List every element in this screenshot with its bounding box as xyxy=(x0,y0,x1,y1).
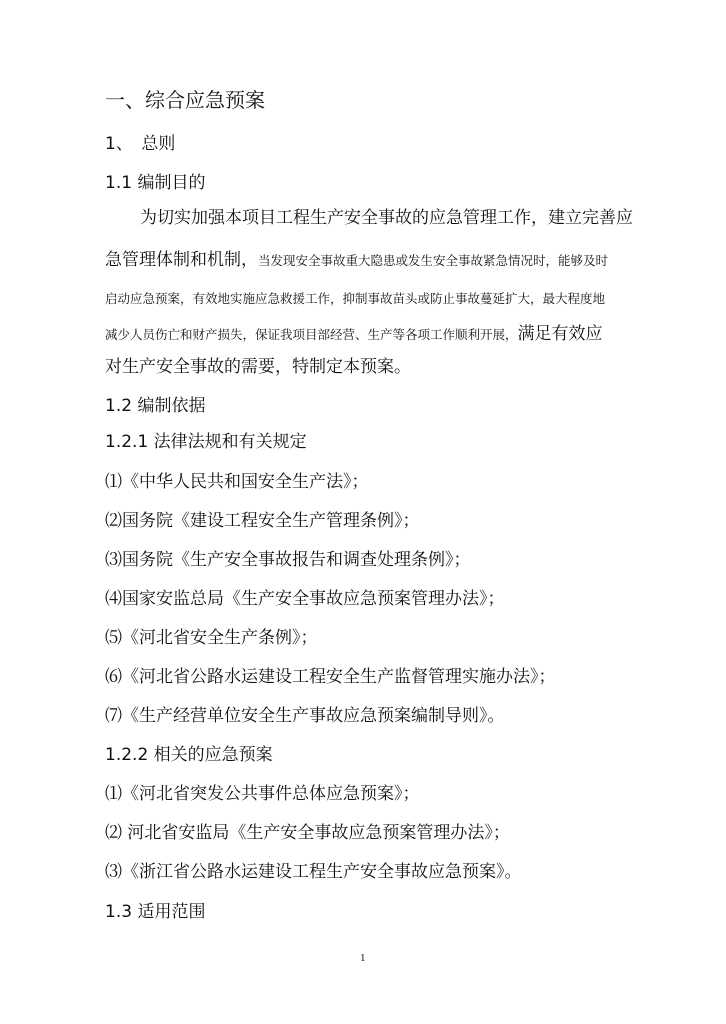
list-item: ⑵ 河北省安监局《生产安全事故应急预案管理办法》； xyxy=(105,823,510,843)
page-number: 1 xyxy=(360,952,366,964)
list-item: ⑴《中华人民共和国安全生产法》； xyxy=(105,472,369,492)
section-heading: 1.3 适用范围 xyxy=(105,902,206,922)
list-item: ⑹《河北省公路水运建设工程安全生产监督管理实施办法》； xyxy=(105,667,556,687)
section-heading: 1.1 编制目的 xyxy=(105,173,206,193)
paragraph-line xyxy=(105,324,603,345)
section-heading: 1.2.1 法律法规和有关规定 xyxy=(105,432,307,452)
paragraph-text: 满足有效应 xyxy=(517,324,603,344)
list-item: ⑷国家安监总局《生产安全事故应急预案管理办法》； xyxy=(105,589,505,609)
list-item: ⑶国务院《生产安全事故报告和调查处理条例》； xyxy=(105,550,471,570)
list-item: ⑵国务院《建设工程安全生产管理条例》； xyxy=(105,511,420,531)
paragraph-text: 急管理体制和机制， xyxy=(105,250,258,270)
paragraph-text: 减少人员伤亡和财产损失，保证我项目部经营、生产等各项工作顺利开展， xyxy=(105,327,518,342)
paragraph-line xyxy=(105,250,608,271)
section-heading: 1、 总则 xyxy=(105,134,176,154)
paragraph-text: 当发现安全事故重大隐患或发生安全事故紧急情况时，能够及时 xyxy=(258,253,609,268)
paragraph-line: 对生产安全事故的需要，特制定本预案。 xyxy=(105,357,411,377)
paragraph-line: 为切实加强本项目工程生产安全事故的应急管理工作，建立完善应 xyxy=(140,208,633,228)
section-heading: 1.2.2 相关的应急预案 xyxy=(105,745,273,765)
list-item: ⑶《浙江省公路水运建设工程生产安全事故应急预案》。 xyxy=(105,862,522,882)
list-item: ⑺《生产经营单位安全生产事故应急预案编制导则》。 xyxy=(105,706,505,726)
list-item: ⑸《河北省安全生产条例》； xyxy=(105,628,318,648)
list-item: ⑴《河北省突发公共事件总体应急预案》； xyxy=(105,784,420,804)
document-title: 一、综合应急预案 xyxy=(105,88,265,112)
section-heading: 1.2 编制依据 xyxy=(105,396,206,416)
paragraph-line: 启动应急预案，有效地实施应急救援工作，抑制事故苗头或防止事故蔓延扩大，最大程度地 xyxy=(105,291,606,306)
